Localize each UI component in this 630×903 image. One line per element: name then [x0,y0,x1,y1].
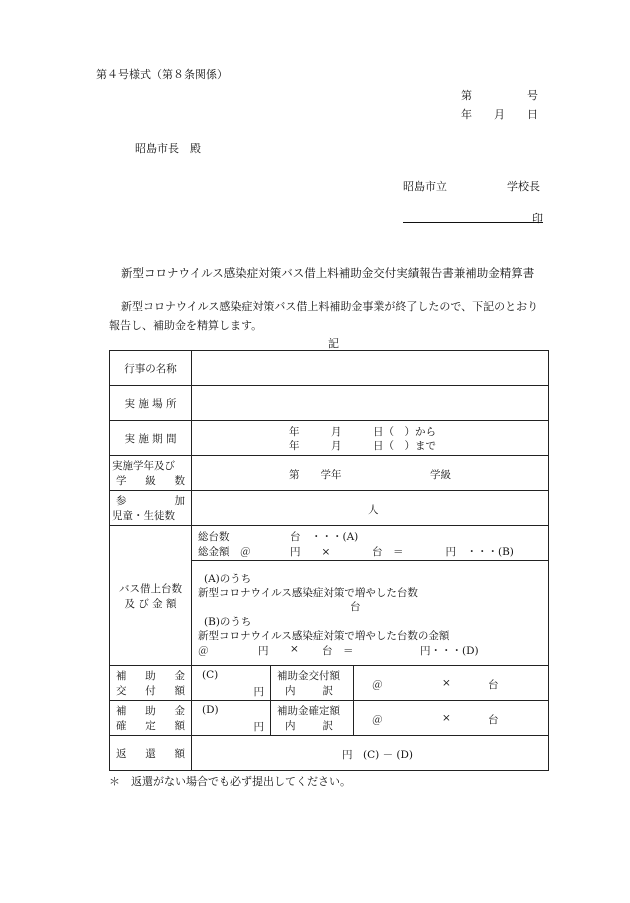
bus-label [110,526,192,666]
grant-fixed-label-line2 [110,718,191,733]
b-calc: 台 ＝ [322,645,354,657]
a-of-label: (A)のうち [204,573,252,585]
total-amount-calc: 台 ＝ 円 ・・・(B) [372,546,514,558]
total-amount-yen: 円 × [290,546,331,558]
period-from: 年 月 日（ ）から [289,426,436,438]
a-unit: 台 [350,601,361,613]
a-description: 新型コロナウイルス感染症対策で増やした台数 [198,587,418,599]
grant-fixed-label [110,701,192,736]
bus-label-line2: 及 び 金 額 [124,597,177,610]
grade-label-char: 学 [116,475,127,487]
ki-heading: 記 [328,337,339,350]
b-result: 円・・・(D) [420,645,479,657]
grade-field[interactable] [192,456,549,491]
signature-line [403,222,543,223]
period-field[interactable] [192,421,549,456]
grant-issue-label-char: 補 [116,670,127,682]
grant-issue-label-char: 金 [174,670,185,682]
grant-fixed-label-char: 確 [116,720,127,732]
document-title: 新型コロナウイルス感染症対策バス借上料補助金交付実績報告書兼補助金精算書 [121,266,535,280]
total-units-value: 台 ・・・(A) [290,531,359,543]
participants-field[interactable] [192,491,549,526]
breakdown-char: 内 [285,685,296,697]
grade-label-line1: 実施学年及び [112,460,175,472]
school-suffix: 学校長 [507,180,540,193]
school-prefix: 昭島市立 [403,180,447,193]
grant-issue-breakdown-label [271,666,354,701]
grant-issue-yen: 円 [253,686,264,698]
total-units-label: 総台数 [198,531,230,543]
participants-label-char: 加 [174,495,185,507]
report-table [109,350,549,771]
refund-label-char: 還 [145,747,156,760]
b-yen: 円 [258,645,269,657]
unit-label: 台 [488,679,499,691]
bus-total-field[interactable] [192,526,549,561]
bus-label-line1: バス借上台数 [119,582,182,595]
period-label: 実 施 期 間 [110,421,192,456]
intro-line-1: 新型コロナウイルス感染症対策バス借上料補助金事業が終了したので、下記のとおり [121,300,539,313]
form-number: 第４号様式（第８条関係） [96,68,228,81]
breakdown-char: 訳 [322,685,333,697]
grant-issue-label-line2 [110,683,191,698]
grant-issue-label-char: 交 [116,685,127,697]
grant-fixed-field[interactable] [192,701,271,736]
b-of-label: (B)のうち [204,616,252,628]
grant-fixed-breakdown-field[interactable] [354,701,549,736]
intro-line-2: 報告し、補助金を精算します。 [109,319,263,332]
refund-label-char: 返 [116,747,127,760]
bus-breakdown-field[interactable] [192,561,549,666]
times-sign: × [442,677,451,689]
participants-label-char: 参 [116,495,127,507]
grant-issue-label-char: 付 [145,685,156,697]
unit-label: 台 [488,714,499,726]
document-date: 年 月 日 [461,108,538,121]
grant-fixed-breakdown-label [271,701,354,736]
participants-unit: 人 [368,504,379,516]
b-times: × [290,643,299,655]
grant-issue-breakdown-line1: 補助金交付額 [277,670,340,682]
footnote: ＊ 返還がない場合でも必ず提出してください。 [109,775,351,788]
participants-label [110,491,192,526]
total-amount-label: 総金額 ＠ [198,546,251,558]
grade-class: 学級 [430,469,451,481]
participants-label-line1 [110,493,191,508]
grant-issue-code: (C) [202,669,219,681]
grant-issue-label-line1 [110,668,191,683]
refund-value: 円 (C) － (D) [342,749,414,761]
grant-issue-breakdown-line2 [271,683,353,698]
grant-fixed-label-char: 助 [145,705,156,717]
grant-fixed-label-char: 金 [174,705,185,717]
grant-issue-label-char: 助 [145,670,156,682]
grant-fixed-breakdown-line1: 補助金確定額 [277,705,340,717]
grant-issue-label [110,666,192,701]
addressee: 昭島市長 殿 [135,142,201,155]
grade-label-line2 [110,473,191,488]
seal-mark: 印 [532,212,543,225]
breakdown-char: 訳 [322,720,333,732]
grant-issue-breakdown-field[interactable] [354,666,549,701]
event-name-field[interactable] [192,351,549,386]
refund-field[interactable] [192,736,549,771]
grade-label [110,456,192,491]
grant-fixed-yen: 円 [253,721,264,733]
grant-fixed-breakdown-line2 [271,718,353,733]
grade-year: 第 学年 [289,469,342,481]
document-number: 第 号 [461,89,538,102]
refund-label-line [110,746,191,761]
grant-fixed-label-line1 [110,703,191,718]
venue-label: 実 施 場 所 [110,386,192,421]
at-sign: ＠ [372,714,383,726]
period-to: 年 月 日（ ）まで [289,440,436,452]
event-name-label: 行事の名称 [110,351,192,386]
grant-fixed-label-char: 補 [116,705,127,717]
grade-label-char: 級 [145,475,156,487]
grant-fixed-label-char: 額 [174,720,185,732]
breakdown-char: 内 [285,720,296,732]
refund-label-char: 額 [174,747,185,760]
grant-issue-field[interactable] [192,666,271,701]
grant-fixed-code: (D) [202,704,219,716]
times-sign: × [442,712,451,724]
at-sign: ＠ [372,679,383,691]
b-description: 新型コロナウイルス感染症対策で増やした台数の金額 [198,630,450,642]
grant-issue-label-char: 額 [174,685,185,697]
participants-label-line2: 児童・生徒数 [112,510,175,522]
b-at: ＠ [198,645,209,657]
grade-label-char: 数 [174,475,185,487]
grant-fixed-label-char: 定 [145,720,156,732]
venue-field[interactable] [192,386,549,421]
refund-label [110,736,192,771]
